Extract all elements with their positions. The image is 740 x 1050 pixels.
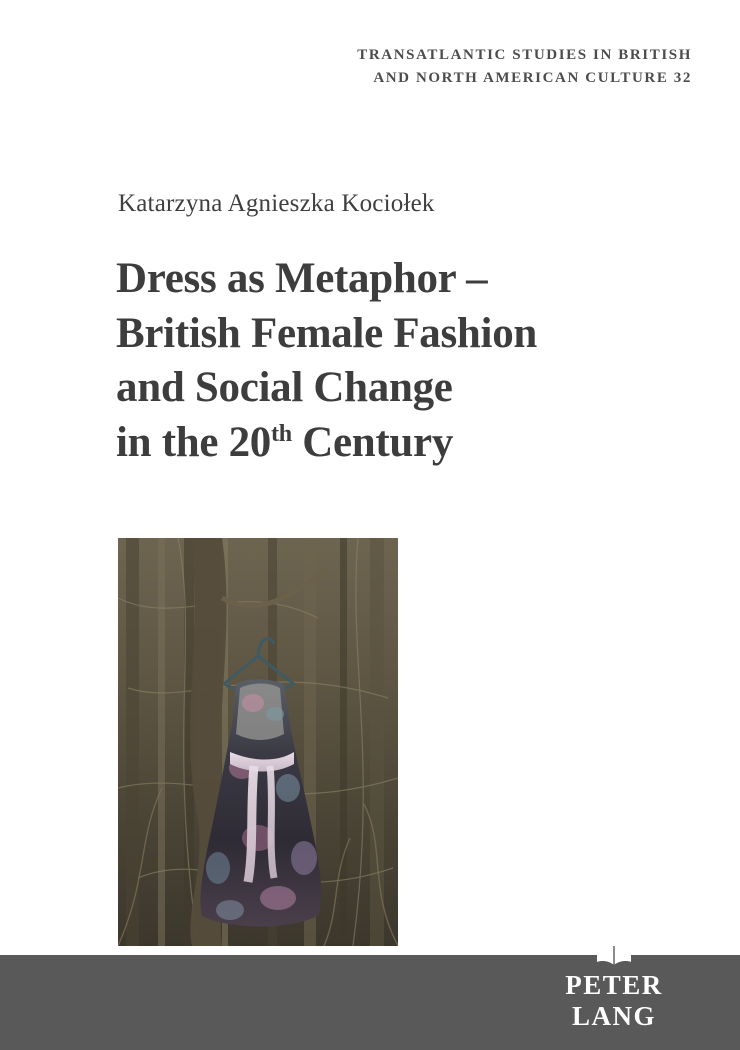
- series-title: [357, 44, 692, 89]
- book-title: [116, 252, 676, 470]
- series-title-line-2: AND NORTH AMERICAN CULTURE 32: [373, 69, 692, 86]
- open-book-icon: [594, 938, 634, 968]
- book-title-line-2: British Female Fashion: [116, 309, 538, 357]
- book-title-line-4-post: Century: [291, 418, 454, 466]
- book-title-line-3: and Social Change: [116, 364, 453, 412]
- book-title-line-1: Dress as Metaphor –: [116, 255, 488, 302]
- cover-photograph: [118, 538, 398, 946]
- book-title-ordinal-suffix: th: [270, 420, 292, 447]
- publisher-name: PETER LANG: [565, 970, 663, 1031]
- book-title-line-4-pre: in the 20: [116, 418, 271, 466]
- series-title-line-1: TRANSATLANTIC STUDIES IN BRITISH: [357, 47, 692, 63]
- publisher-bar: [0, 955, 740, 1050]
- book-title-line-4: [116, 416, 676, 471]
- author-name: Katarzyna Agnieszka Kociołek: [118, 190, 435, 217]
- publisher-logo-block: [524, 938, 704, 1032]
